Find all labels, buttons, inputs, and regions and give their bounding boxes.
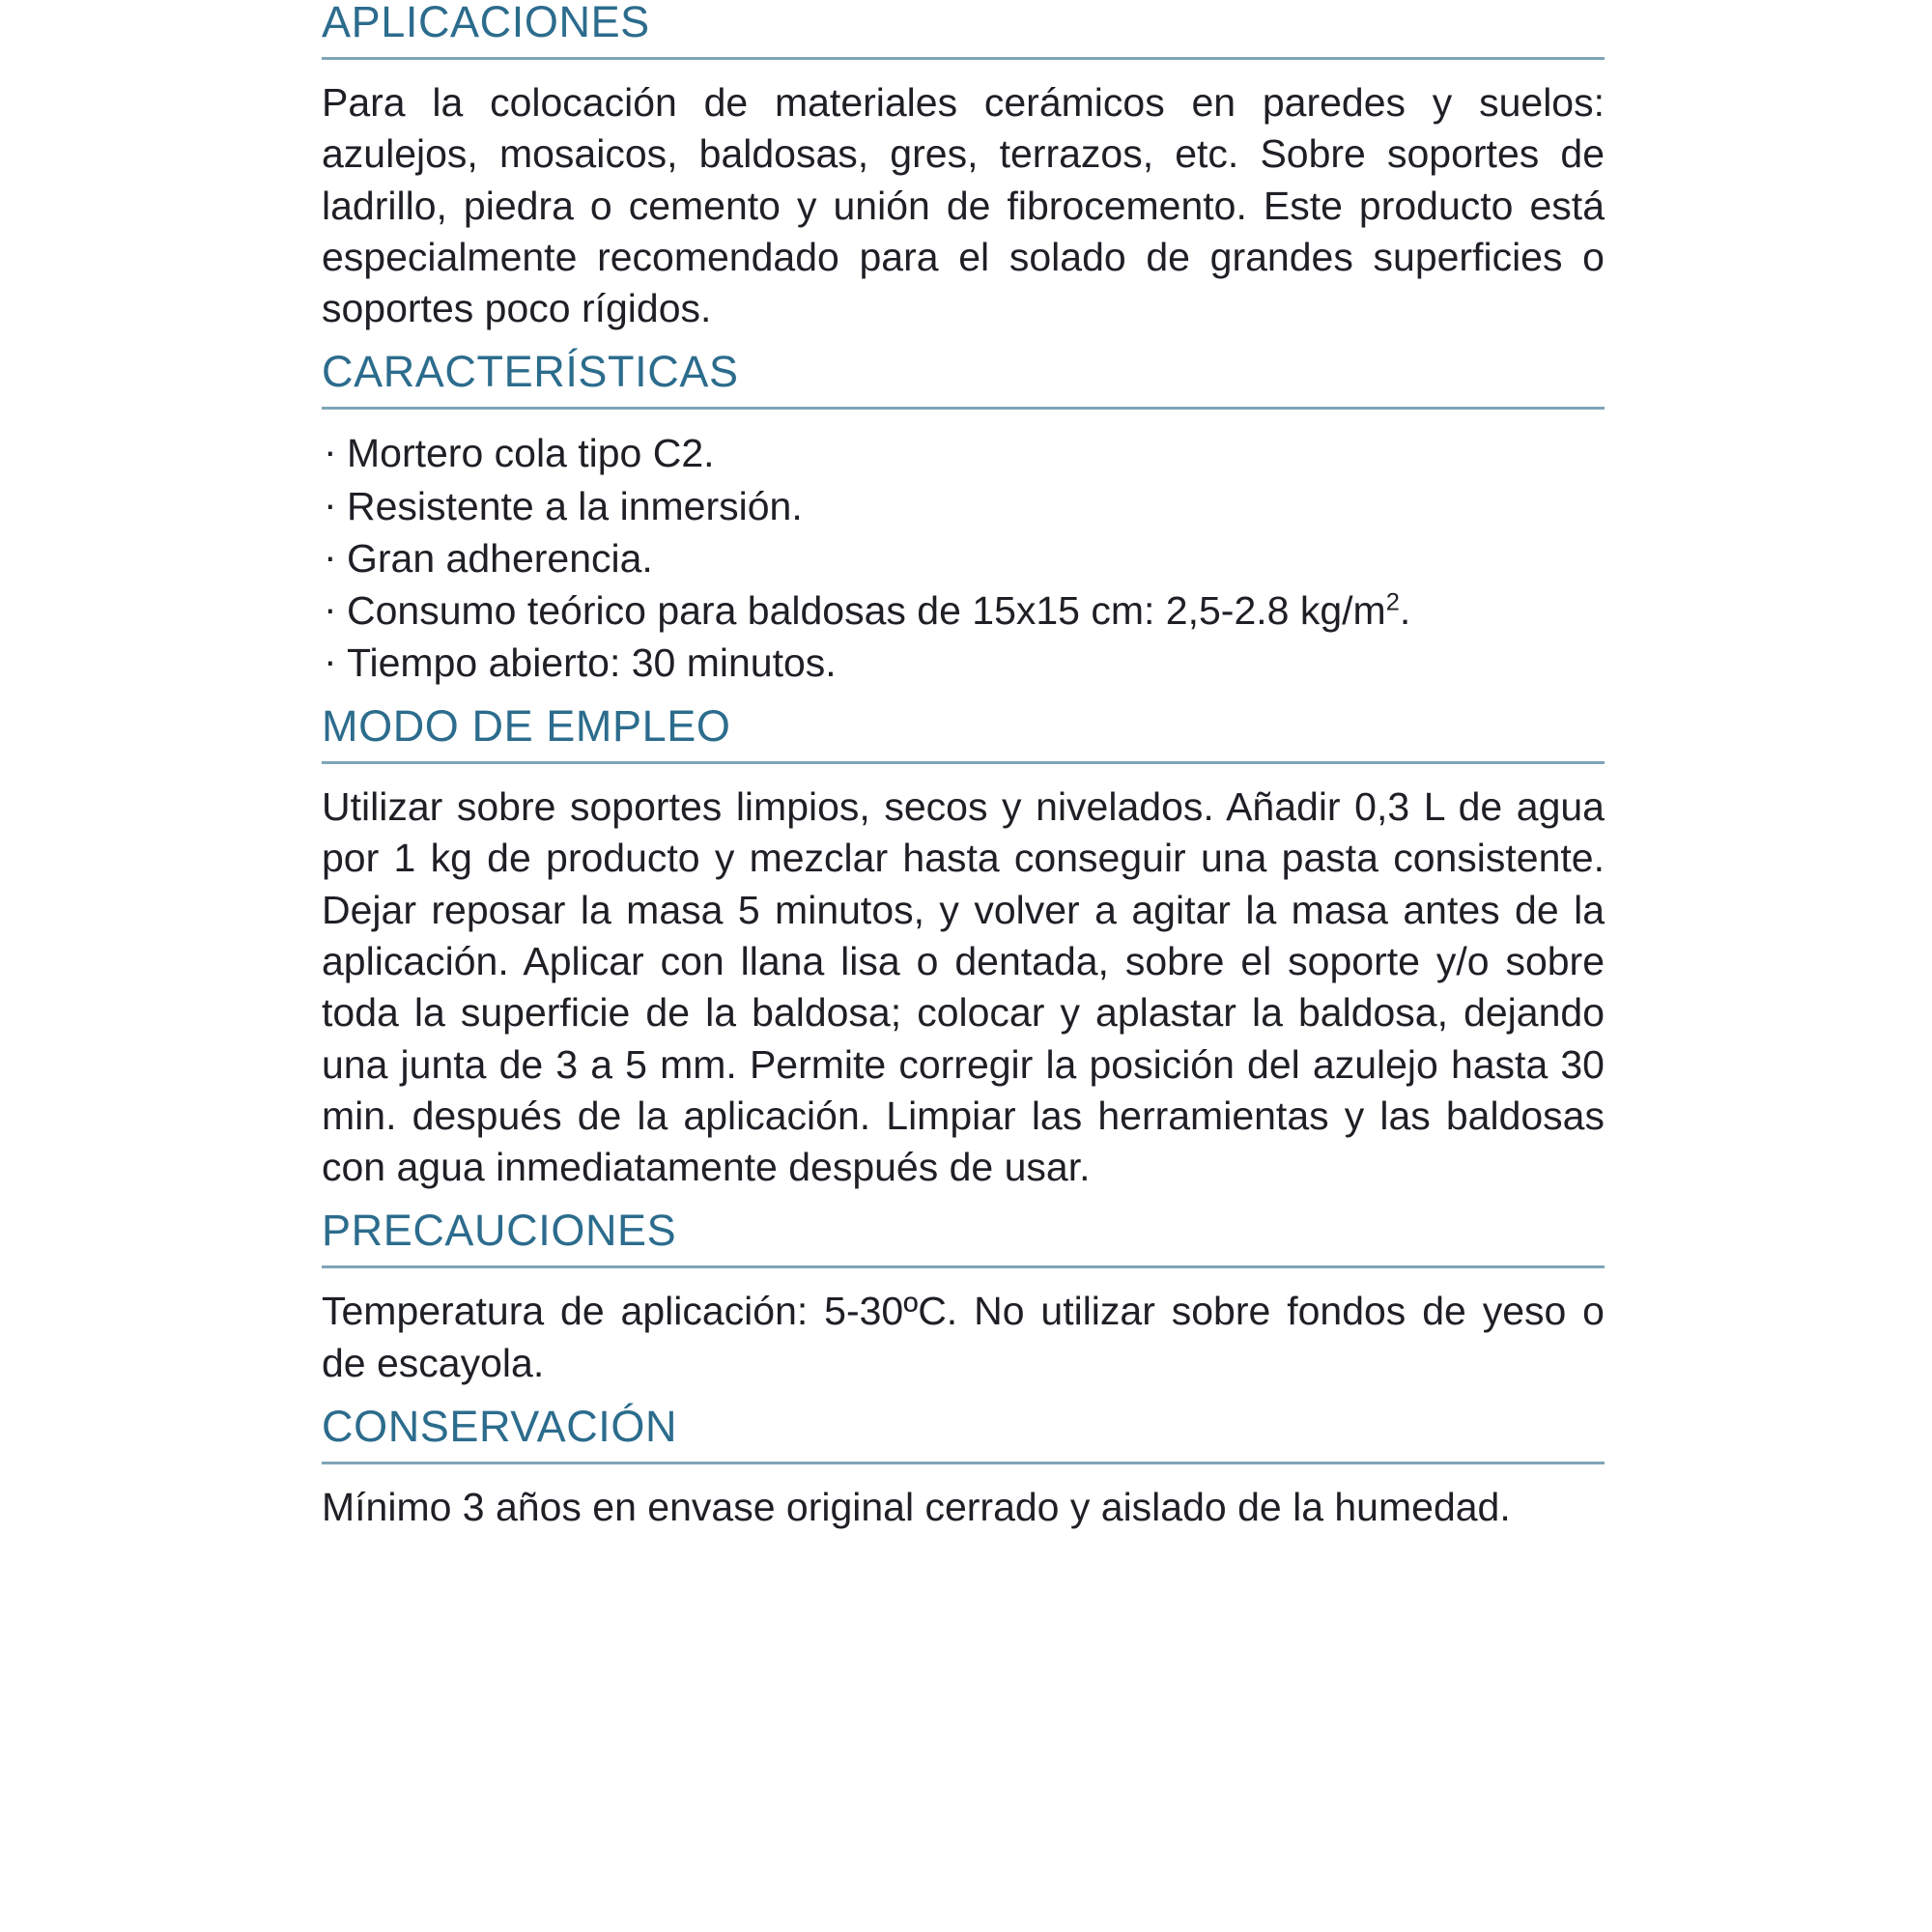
section-body-precauciones: Temperatura de aplicación: 5-30ºC. No utilizar sobre fondos de yeso o de escayola. xyxy=(322,1289,1605,1385)
section-heading-conservacion: CONSERVACIÓN xyxy=(322,1402,678,1451)
section-conservacion xyxy=(322,1402,1605,1533)
superscript-two: 2 xyxy=(1385,588,1400,616)
section-body-conservacion: Mínimo 3 años en envase original cerrado y aislado de la humedad. xyxy=(322,1485,1511,1529)
section-heading-precauciones: PRECAUCIONES xyxy=(322,1206,677,1256)
content-column xyxy=(322,0,1605,1533)
section-body-modo-de-empleo: Utilizar sobre soportes limpios, secos y nivelados. Añadir 0,3 L de agua por 1 kg de producto y mezclar hasta conseguir una pasta consistente. Dejar reposar la masa 5 minutos, y volver a agitar la masa antes de la aplicación. Aplicar con llana lisa o dentada, sobre el soporte y/o sobre toda la superficie de la baldosa; colocar y aplastar la baldosa, dejando una junta de 3 a 5 mm. Permite corregir la posición del azulejo hasta 30 min. después de la aplicación. Limpiar las herramientas y las baldosas con agua inmediatamente después de usar. xyxy=(322,784,1605,1190)
section-heading-aplicaciones: APLICACIONES xyxy=(322,0,650,46)
heading-rule-caracteristicas xyxy=(322,407,1605,410)
section-precauciones xyxy=(322,1208,1605,1389)
section-aplicaciones xyxy=(322,0,1605,334)
list-item: · Resistente a la inmersión. xyxy=(322,480,1605,532)
section-body-aplicaciones: Para la colocación de materiales cerámicos en paredes y suelos: azulejos, mosaicos, baldosas, gres, terrazos, etc. Sobre soportes de ladrillo, piedra o cemento y unión de fibrocemento. Este producto está especialmente recomendado para el solado de grandes superficies o soportes poco rígidos. xyxy=(322,80,1605,331)
list-item: · Tiempo abierto: 30 minutos. xyxy=(322,637,1605,689)
heading-rule-conservacion xyxy=(322,1462,1605,1464)
heading-rule-modo-de-empleo xyxy=(322,761,1605,764)
section-modo-de-empleo xyxy=(322,701,1605,1193)
section-caracteristicas xyxy=(322,347,1605,689)
heading-rule-aplicaciones xyxy=(322,57,1605,60)
section-heading-modo-de-empleo: MODO DE EMPLEO xyxy=(322,701,731,752)
section-heading-caracteristicas: CARACTERÍSTICAS xyxy=(322,347,739,397)
caracteristicas-list xyxy=(322,427,1605,689)
list-item: · Consumo teórico para baldosas de 15x15 cm: 2,5-2.8 $kg/m^2$. xyxy=(322,584,1605,637)
heading-rule-precauciones xyxy=(322,1265,1605,1268)
list-item: · Mortero cola tipo C2. xyxy=(322,427,1605,479)
list-item: · Gran adherencia. xyxy=(322,532,1605,584)
